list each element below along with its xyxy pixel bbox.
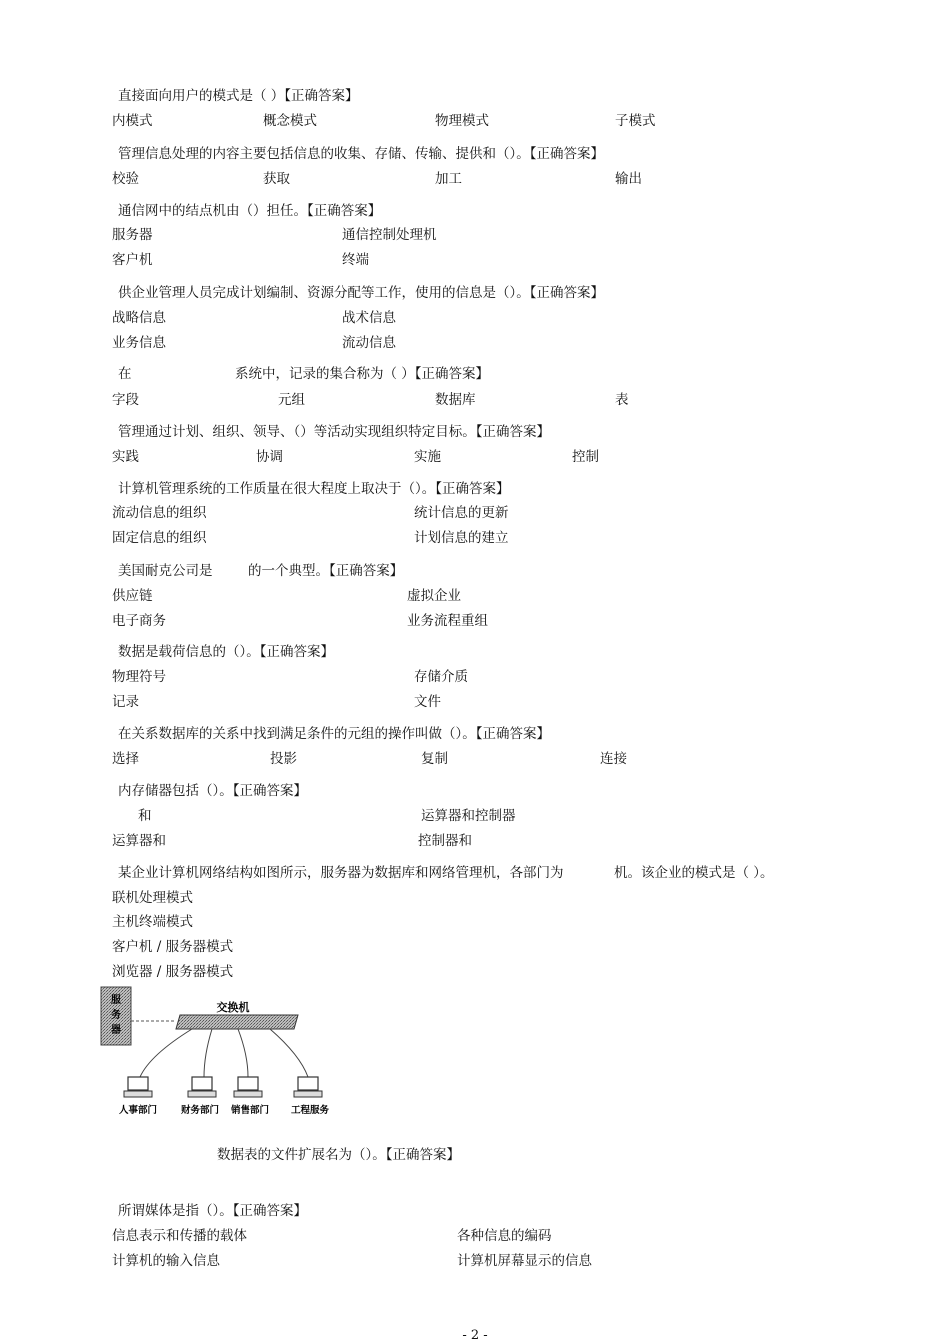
- option: 信息表示和传播的载体: [112, 1228, 247, 1244]
- question-2: 管理信息处理的内容主要包括信息的收集、存储、传输、提供和（）。【正确答案】: [118, 146, 604, 162]
- option: 投影: [270, 751, 297, 767]
- question-6: 管理通过计划、组织、领导、（）等活动实现组织特定目标。【正确答案】: [118, 424, 550, 440]
- dept-label: 工程服务: [290, 1105, 330, 1116]
- option: 流动信息的组织: [112, 505, 207, 521]
- dept-label: 财务部门: [180, 1105, 220, 1116]
- switch-label: 交换机: [216, 1001, 250, 1014]
- option: 虚拟企业: [407, 588, 461, 604]
- option: 概念模式: [263, 113, 317, 129]
- option: 运算器和控制器: [421, 808, 516, 824]
- dept-label: 销售部门: [230, 1105, 270, 1116]
- dept-label: 人事部门: [118, 1105, 158, 1116]
- option: 控制器和: [418, 833, 472, 849]
- computer-icon: [234, 1077, 262, 1097]
- option: 连接: [600, 751, 627, 767]
- option: 终端: [342, 252, 369, 268]
- cable-3: [238, 1029, 248, 1077]
- question-9: 数据是载荷信息的（）。【正确答案】: [118, 644, 334, 660]
- option: 业务流程重组: [407, 613, 488, 629]
- question-13: 数据表的文件扩展名为（）。【正确答案】: [217, 1147, 460, 1163]
- question-3: 通信网中的结点机由（）担任。【正确答案】: [118, 203, 382, 219]
- question-12-part-a: 某企业计算机网络结构如图所示，服务器为数据库和网络管理机，各部门为: [118, 865, 564, 881]
- question-5-part-a: 在: [118, 366, 132, 382]
- option: 电子商务: [112, 613, 166, 629]
- computer-icon: [294, 1077, 322, 1097]
- question-11: 内存储器包括（）。【正确答案】: [118, 783, 307, 799]
- option: 校验: [112, 171, 139, 187]
- option: 存储介质: [414, 669, 468, 685]
- option: 实施: [414, 449, 441, 465]
- question-4: 供企业管理人员完成计划编制、资源分配等工作，使用的信息是（）。【正确答案】: [118, 285, 604, 301]
- question-1: 直接面向用户的模式是（ ）【正确答案】: [118, 88, 359, 104]
- cable-2: [204, 1029, 212, 1077]
- option: 物理符号: [112, 669, 166, 685]
- option: 复制: [421, 751, 448, 767]
- option: 业务信息: [112, 335, 166, 351]
- option: 客户机 / 服务器模式: [112, 939, 234, 955]
- option: 元组: [278, 392, 305, 408]
- switch-box: [176, 1015, 298, 1029]
- option: 联机处理模式: [112, 890, 193, 906]
- option: 选择: [112, 751, 139, 767]
- question-14: 所谓媒体是指（）。【正确答案】: [118, 1203, 307, 1219]
- option: 实践: [112, 449, 139, 465]
- cable-4: [270, 1029, 308, 1077]
- question-7: 计算机管理系统的工作质量在很大程度上取决于（）。【正确答案】: [118, 481, 510, 497]
- option: 战术信息: [342, 310, 396, 326]
- question-5-part-b: 系统中，记录的集合称为（ ）【正确答案】: [235, 366, 490, 382]
- server-label-3: 器: [111, 1025, 121, 1036]
- option: 表: [615, 392, 629, 408]
- server-label-2: 务: [111, 1010, 121, 1021]
- option: 统计信息的更新: [414, 505, 509, 521]
- option: 获取: [263, 171, 290, 187]
- option: 文件: [414, 694, 441, 710]
- cable-1: [140, 1029, 192, 1077]
- question-10: 在关系数据库的关系中找到满足条件的元组的操作叫做（）。【正确答案】: [118, 726, 550, 742]
- option: 浏览器 / 服务器模式: [112, 964, 234, 980]
- option: 内模式: [112, 113, 153, 129]
- option: 字段: [112, 392, 139, 408]
- option: 运算器和: [112, 833, 166, 849]
- option: 计划信息的建立: [414, 530, 509, 546]
- computer-icon: [124, 1077, 152, 1097]
- option: 协调: [256, 449, 283, 465]
- option: 各种信息的编码: [457, 1228, 552, 1244]
- option: 供应链: [112, 588, 153, 604]
- option: 计算机屏幕显示的信息: [457, 1253, 592, 1269]
- option: 服务器: [112, 227, 153, 243]
- server-label-1: 服: [111, 995, 121, 1006]
- option: 计算机的输入信息: [112, 1253, 220, 1269]
- option: 输出: [615, 171, 642, 187]
- page-number: - 2 -: [462, 1328, 488, 1343]
- option: 加工: [435, 171, 462, 187]
- question-8-part-a: 美国耐克公司是: [118, 563, 213, 579]
- option: 固定信息的组织: [112, 530, 207, 546]
- computer-icon: [188, 1077, 216, 1097]
- option: 通信控制处理机: [342, 227, 437, 243]
- option: 主机终端模式: [112, 914, 193, 930]
- option: 和: [138, 808, 152, 824]
- option: 子模式: [615, 113, 656, 129]
- option: 客户机: [112, 252, 153, 268]
- network-diagram: [100, 985, 340, 1120]
- question-8-part-b: 的一个典型。【正确答案】: [248, 563, 404, 579]
- option: 流动信息: [342, 335, 396, 351]
- option: 控制: [572, 449, 599, 465]
- question-12-part-b: 机。该企业的模式是（ ）。: [614, 865, 774, 881]
- option: 数据库: [435, 392, 476, 408]
- option: 战略信息: [112, 310, 166, 326]
- option: 物理模式: [435, 113, 489, 129]
- option: 记录: [112, 694, 139, 710]
